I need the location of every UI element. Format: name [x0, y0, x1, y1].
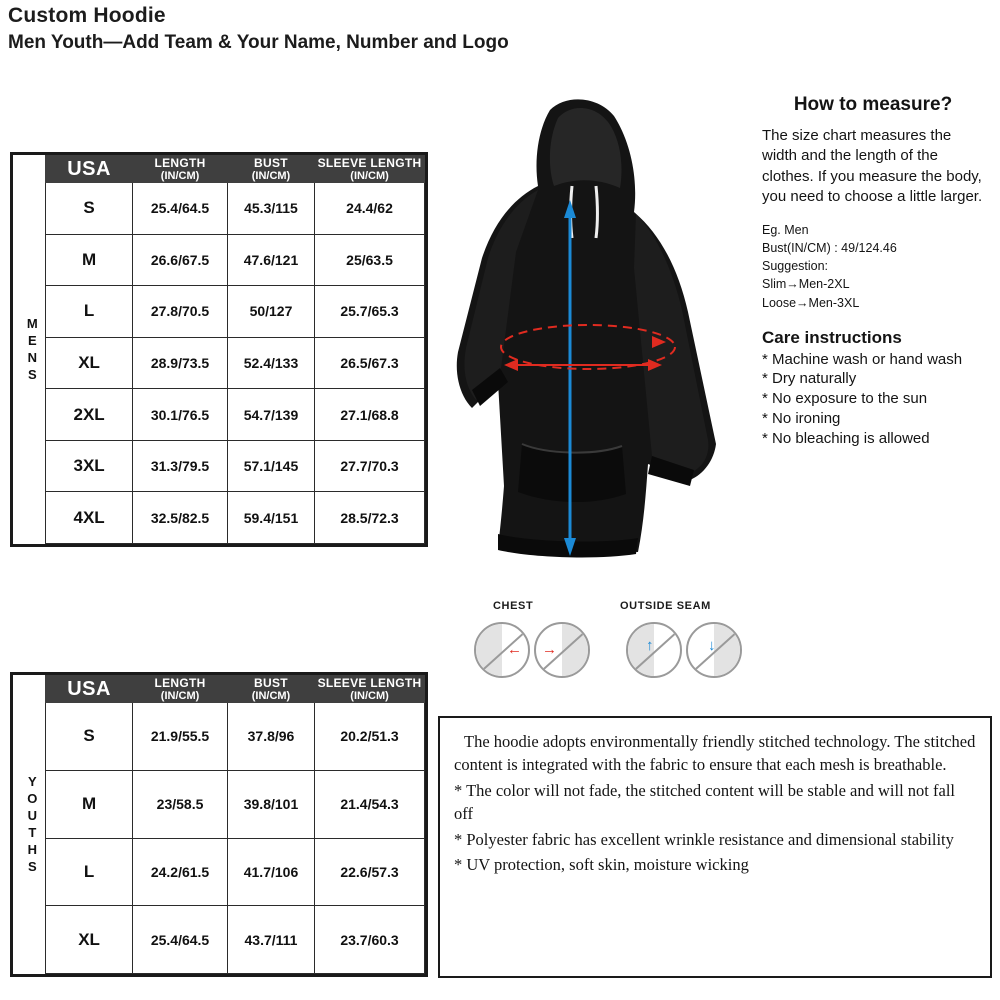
example-line: Eg. Men [762, 223, 809, 237]
example-line: Loose→Men-3XL [762, 295, 860, 310]
outside-seam-caption: OUTSIDE SEAM [620, 600, 711, 612]
youths-size-chart [10, 672, 428, 977]
cell-bust: 47.6/121 [227, 234, 314, 286]
mens-side-label [18, 155, 46, 544]
table-row [46, 492, 425, 544]
care-item: * Machine wash or hand wash [762, 350, 963, 368]
care-instructions-list [762, 350, 984, 449]
info-panel [748, 82, 992, 694]
cell-length: 32.5/82.5 [133, 492, 228, 544]
table-row [46, 838, 425, 906]
cell-size: S [46, 703, 133, 771]
cell-length: 27.8/70.5 [133, 286, 228, 338]
cell-length: 24.2/61.5 [133, 838, 228, 906]
care-item: * No bleaching is allowed [762, 429, 930, 447]
cell-bust: 54.7/139 [227, 389, 314, 441]
chest-right-arrow-icon: → [534, 622, 590, 678]
care-item: * Dry naturally [762, 370, 857, 388]
page-subtitle: Men Youth—Add Team & Your Name, Number and Logo [8, 32, 509, 54]
cell-sleeve: 27.7/70.3 [315, 440, 425, 492]
column-header-sleeve-length: SLEEVE LENGTH (IN/CM) [315, 676, 425, 703]
hoodie-diagram-panel [438, 82, 748, 694]
table-row [46, 183, 425, 235]
table-row [46, 337, 425, 389]
cell-sleeve: 21.4/54.3 [315, 770, 425, 838]
cell-length: 26.6/67.5 [133, 234, 228, 286]
table-header-row [46, 156, 425, 183]
table-row [46, 703, 425, 771]
cell-bust: 50/127 [227, 286, 314, 338]
youths-size-table [45, 675, 425, 974]
chest-caption: CHEST [493, 600, 534, 612]
care-instructions-title: Care instructions [762, 327, 902, 347]
cell-length: 23/58.5 [133, 770, 228, 838]
cell-bust: 43.7/111 [227, 906, 314, 974]
example-line: Suggestion: [762, 259, 829, 274]
seam-up-arrow-icon: ↑ [626, 622, 682, 678]
cell-length: 25.4/64.5 [133, 183, 228, 235]
youths-side-label-text: YOUTHS [24, 773, 40, 876]
table-row [46, 440, 425, 492]
column-header-bust: BUST (IN/CM) [227, 676, 314, 703]
cell-bust: 37.8/96 [227, 703, 314, 771]
column-header-length: LENGTH (IN/CM) [133, 156, 228, 183]
cell-bust: 57.1/145 [227, 440, 314, 492]
table-header-row [46, 676, 425, 703]
cell-size: 3XL [46, 440, 133, 492]
cell-size: 4XL [46, 492, 133, 544]
cell-bust: 45.3/115 [227, 183, 314, 235]
cell-length: 21.9/55.5 [133, 703, 228, 771]
cell-size: M [46, 770, 133, 838]
column-header-bust: BUST (IN/CM) [227, 156, 314, 183]
cell-size: 2XL [46, 389, 133, 441]
example-line: Bust(IN/CM) : 49/124.46 [762, 241, 897, 256]
example-line: Slim→Men-2XL [762, 277, 850, 292]
chest-left-arrow-icon: ← [474, 622, 530, 678]
cell-size: L [46, 286, 133, 338]
cell-sleeve: 26.5/67.3 [315, 337, 425, 389]
mens-size-table [45, 155, 425, 544]
table-row [46, 906, 425, 974]
cell-size: XL [46, 337, 133, 389]
cell-sleeve: 28.5/72.3 [315, 492, 425, 544]
cell-length: 28.9/73.5 [133, 337, 228, 389]
page-header [8, 4, 988, 54]
column-header-usa: USA [46, 676, 133, 703]
table-row [46, 234, 425, 286]
hoodie-image [438, 82, 748, 582]
table-row [46, 770, 425, 838]
seam-down-arrow-icon: ↓ [686, 622, 742, 678]
note-paragraph: * Polyester fabric has excellent wrinkle resistance and dimensional stability [454, 829, 954, 849]
cell-sleeve: 22.6/57.3 [315, 838, 425, 906]
note-paragraph: * UV protection, soft skin, moisture wicking [454, 855, 749, 875]
youths-side-label [18, 675, 46, 974]
cell-sleeve: 23.7/60.3 [315, 906, 425, 974]
cell-sleeve: 24.4/62 [315, 183, 425, 235]
example-sizing-block [762, 221, 984, 312]
page-title: Custom Hoodie [8, 4, 166, 27]
cell-bust: 41.7/106 [227, 838, 314, 906]
hoodie-illustration [438, 82, 748, 582]
fabric-notes-box [438, 716, 992, 978]
cell-sleeve: 20.2/51.3 [315, 703, 425, 771]
cell-sleeve: 25/63.5 [315, 234, 425, 286]
cell-size: S [46, 183, 133, 235]
measure-icon-row [456, 622, 746, 680]
mens-side-label-text: MENS [24, 315, 40, 384]
cell-size: XL [46, 906, 133, 974]
note-paragraph: * The color will not fade, the stitched content will be stable and will not fall off [454, 780, 955, 824]
how-to-measure-title: How to measure? [793, 94, 953, 115]
column-header-length: LENGTH (IN/CM) [133, 676, 228, 703]
cell-length: 30.1/76.5 [133, 389, 228, 441]
cell-sleeve: 25.7/65.3 [315, 286, 425, 338]
how-to-measure-body: The size chart measures the width and the length of the clothes. If you measure the body, you need to choose a little larger. [762, 127, 983, 205]
care-item: * No exposure to the sun [762, 390, 928, 408]
cell-size: M [46, 234, 133, 286]
cell-bust: 52.4/133 [227, 337, 314, 389]
table-row [46, 389, 425, 441]
mens-size-chart [10, 152, 428, 547]
cell-bust: 59.4/151 [227, 492, 314, 544]
column-header-sleeve-length: SLEEVE LENGTH (IN/CM) [315, 156, 425, 183]
column-header-usa: USA [46, 156, 133, 183]
table-row [46, 286, 425, 338]
cell-length: 31.3/79.5 [133, 440, 228, 492]
cell-sleeve: 27.1/68.8 [315, 389, 425, 441]
note-paragraph: The hoodie adopts environmentally friendly stitched technology. The stitched content is integrated with the fabric to ensure that each mesh is breathable. [454, 732, 976, 775]
care-item: * No ironing [762, 410, 841, 428]
cell-bust: 39.8/101 [227, 770, 314, 838]
cell-size: L [46, 838, 133, 906]
cell-length: 25.4/64.5 [133, 906, 228, 974]
